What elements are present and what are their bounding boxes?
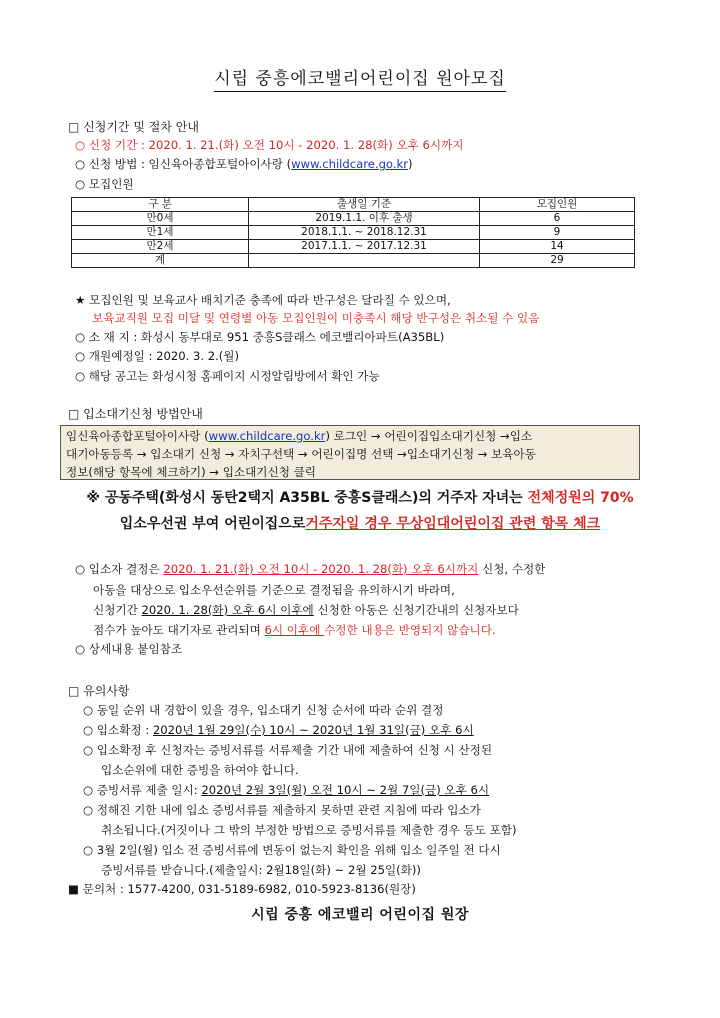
section3-heading: □ 유의사항 [68, 684, 130, 698]
table-cell: 만0세 [72, 212, 249, 226]
recruitment-table [71, 197, 635, 268]
table-cell: 6 [480, 212, 635, 226]
caution-line: ○ 입소확정 : 2020년 1월 29일(수) 10시 ~ 2020년 1월 31일(금) 오후 6시 [83, 723, 474, 737]
application-period: ○ 신청 기간 : 2020. 1. 21.(화) 오전 10시 - 2020. 1. 28(화) 오후 6시까지 [75, 138, 464, 152]
caution-line: 취소됩니다.(거짓이나 그 밖의 부정한 방법으로 증빙서류를 제출한 경우 등도 포함) [101, 823, 517, 837]
table-cell: 9 [480, 226, 635, 240]
caution-line: 증빙서류를 받습니다.(제출일시: 2월18일(화) ~ 2월 25일(화)) [101, 863, 421, 877]
priority-notice: ※ 공동주택(화성시 동탄2택지 A35BL 중흥S클래스)의 거주자 자녀는 전체정원의 70% [86, 490, 634, 506]
childcare-link[interactable]: www.childcare.go.kr [291, 157, 408, 171]
table-header: 구 분 [72, 198, 249, 212]
table-cell: 2018.1.1. ~ 2018.12.31 [249, 226, 480, 240]
decision-line: 아동을 대상으로 입소우선순위를 기준으로 결정됨을 유의하시기 바라며, [93, 583, 455, 597]
priority-notice-2: 입소우선권 부여 어린이집으로거주자일 경우 무상임대어린이집 관련 항목 체크 [119, 516, 601, 532]
address: ○ 소 재 지 : 화성시 동부대로 951 중흥S클래스 에코밸리아파트(A35BL) [75, 330, 445, 344]
caution-line: ○ 동일 순위 내 경합이 있을 경우, 입소대기 신청 순서에 따라 순위 결정 [83, 703, 444, 717]
table-row [72, 240, 635, 254]
table-row [72, 226, 635, 240]
caution-line: ○ 입소확정 후 신청자는 증빙서류를 서류제출 기간 내에 제출하여 신청 시 산정된 [83, 743, 493, 757]
caution-line: ○ 증빙서류 제출 일시: 2020년 2월 3일(월) 오전 10시 ~ 2월 7일(금) 오후 6시 [83, 783, 490, 797]
box-line: 대기아동등록 → 입소대기 신청 → 자치구선택 → 어린이집명 선택 →입소대기신청 → 보육아동 [66, 447, 536, 461]
table-cell: 2019.1.1. 이후 출생 [249, 212, 480, 226]
opening-date: ○ 개원예정일 : 2020. 3. 2.(월) [75, 349, 240, 363]
decision-line: ○ 입소자 결정은 2020. 1. 21.(화) 오전 10시 - 2020. 1. 28(화) 오후 6시까지 신청, 수정한 [75, 562, 546, 576]
table-cell [249, 254, 480, 268]
table-cell: 만1세 [72, 226, 249, 240]
note-star-red: 보육교직원 모집 미달 및 연령별 아동 모집인원이 미충족시 해당 반구성은 취소될 수 있음 [92, 311, 540, 325]
signature: 시립 중흥 에코밸리 어린이집 원장 [251, 907, 469, 923]
table-header: 모집인원 [480, 198, 635, 212]
caution-line: 입소순위에 대한 증빙을 하여야 합니다. [101, 763, 299, 777]
table-header-row [72, 198, 635, 212]
caution-line: ○ 3월 2일(월) 입소 전 증빙서류에 변동이 없는지 확인을 위해 입소 일주일 전 다시 [83, 843, 501, 857]
section2-heading: □ 입소대기신청 방법안내 [68, 407, 203, 421]
table-cell: 2017.1.1. ~ 2017.12.31 [249, 240, 480, 254]
note-star: ★ 모집인원 및 보육교사 배치기준 충족에 따라 반구성은 달라질 수 있으며, [75, 293, 451, 307]
childcare-link[interactable]: www.childcare.go.kr [208, 429, 326, 443]
announce-note: ○ 해당 공고는 화성시청 홈페이지 시정알림방에서 확인 가능 [75, 369, 380, 383]
box-line: 정보(해당 항목에 체크하기) → 입소대기신청 클릭 [66, 465, 316, 479]
table-total-row [72, 254, 635, 268]
decision-line: 점수가 높아도 대기자로 관리되며 6시 이후에 수정한 내용은 반영되지 않습니다. [93, 623, 496, 637]
table-cell: 14 [480, 240, 635, 254]
decision-line: 신청기간 2020. 1. 28(화) 오후 6시 이후에 신청한 아동은 신청기간내의 신청자보다 [93, 603, 519, 617]
procedure-box [60, 425, 640, 480]
section1-heading: □ 신청기간 및 절차 안내 [68, 120, 199, 134]
page-title: 시립 중흥에코밸리어린이집 원아모집 [0, 64, 720, 89]
table-row [72, 212, 635, 226]
table-cell: 만2세 [72, 240, 249, 254]
application-method: ○ 신청 방법 : 임신육아종합포털아이사랑 (www.childcare.go.kr) [75, 157, 413, 171]
box-line: 임신육아종합포털아이사랑 (www.childcare.go.kr) 로그인 → 어린이집입소대기신청 →입소 [66, 429, 533, 443]
table-header: 출생일 기준 [249, 198, 480, 212]
contact-info: ■ 문의처 : 1577-4200, 031-5189-6982, 010-5923-8136(원장) [68, 882, 416, 896]
table-cell: 29 [480, 254, 635, 268]
table-cell: 계 [72, 254, 249, 268]
recruit-label: ○ 모집인원 [75, 177, 134, 191]
detail-note: ○ 상세내용 붙임참조 [75, 642, 183, 656]
caution-line: ○ 정해진 기한 내에 입소 증빙서류를 제출하지 못하면 관련 지침에 따라 입소가 [83, 803, 481, 817]
